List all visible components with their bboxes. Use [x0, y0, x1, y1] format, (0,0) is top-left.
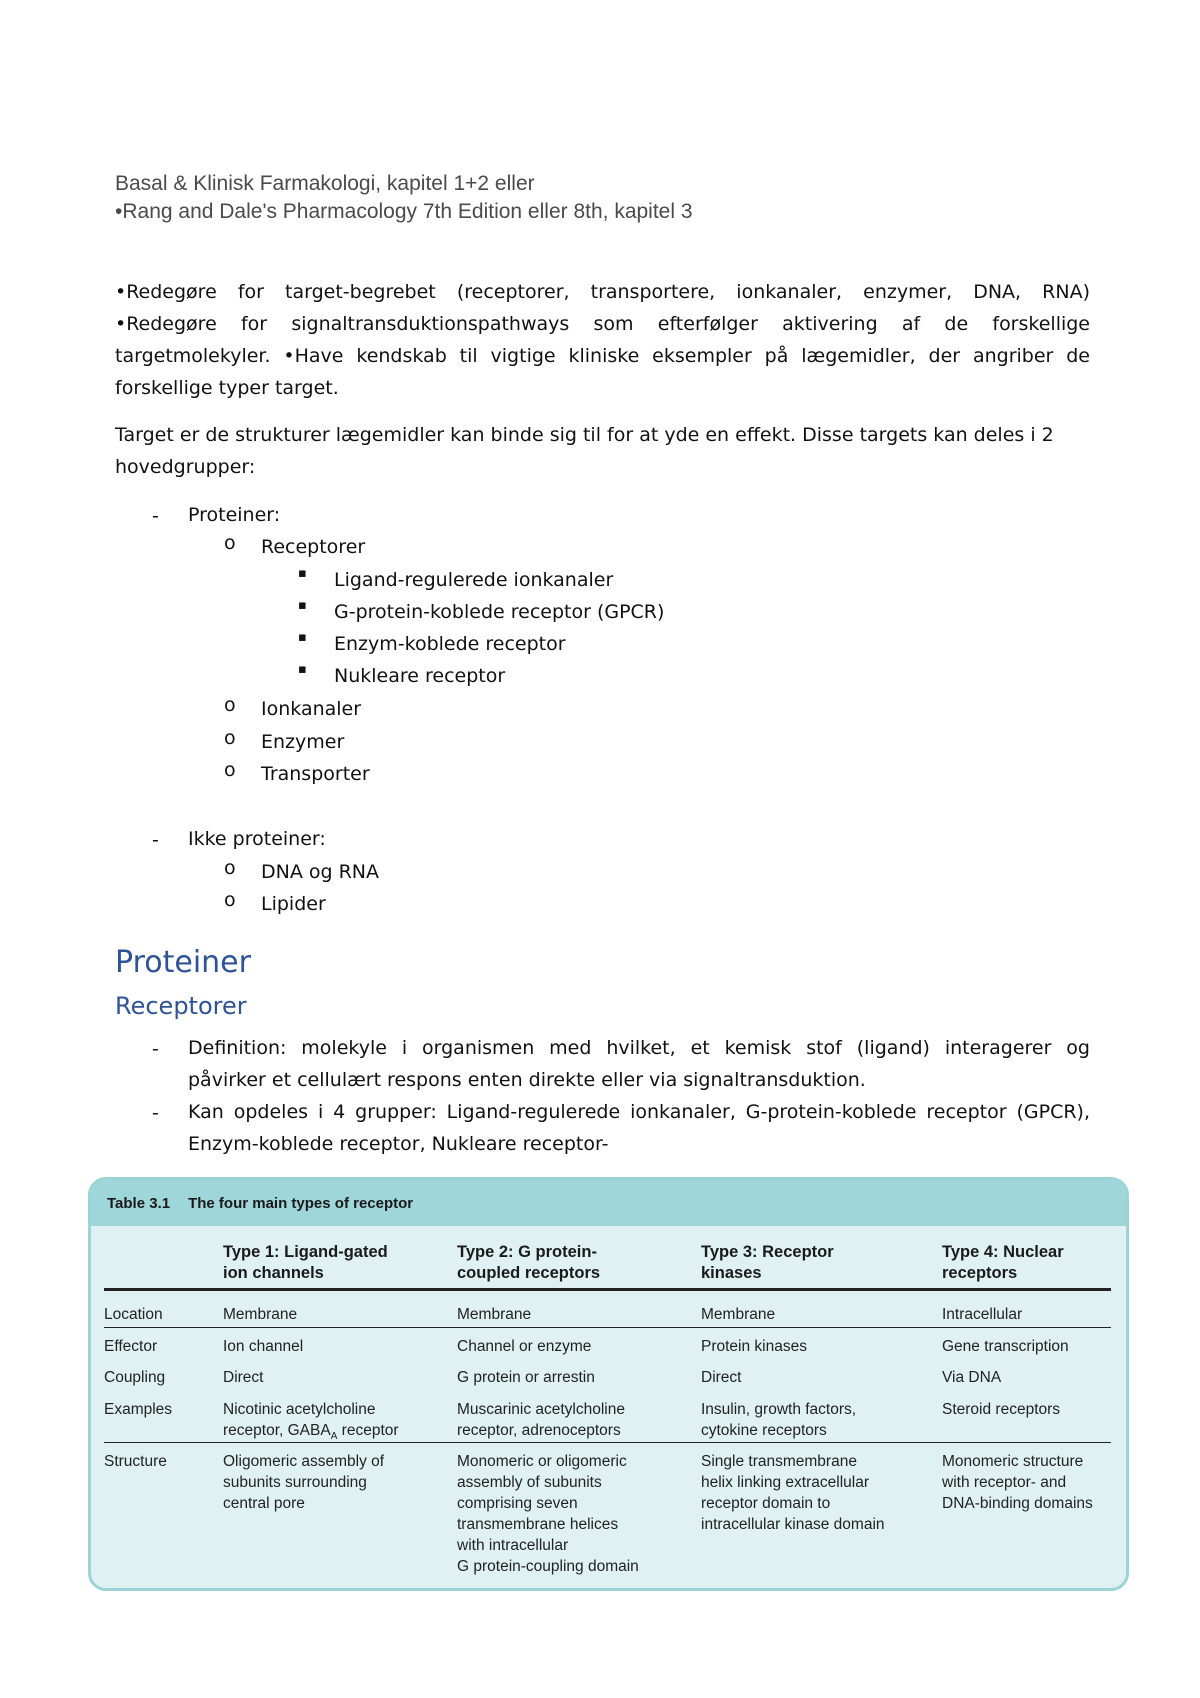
table-rule — [104, 1442, 1111, 1443]
row-label-coupling: Coupling — [104, 1369, 166, 1386]
row-label-effector: Effector — [104, 1338, 158, 1355]
definition-line: Definition: molekyle i organismen med hvilket, et kemisk stof (ligand) interagerer og — [188, 1037, 1090, 1059]
table-cell: Muscarinic acetylcholine receptor, adrenoceptors — [457, 1401, 625, 1439]
list-item-enzyme-receptor: Enzym-koblede receptor — [334, 633, 566, 655]
heading-proteins: Proteiner — [115, 945, 251, 980]
dash-bullet: - — [152, 829, 159, 851]
list-item-ligand-ion: Ligand-regulerede ionkanaler — [334, 569, 614, 591]
square-bullet: ▪ — [298, 598, 307, 613]
circle-bullet: o — [224, 857, 236, 879]
receptor-groups — [188, 1096, 1090, 1160]
intro-paragraph — [115, 419, 1090, 483]
square-bullet: ▪ — [298, 662, 307, 677]
table-cell: Protein kinases — [701, 1338, 807, 1355]
circle-bullet: o — [224, 694, 236, 716]
square-bullet: ▪ — [298, 566, 307, 581]
row-label-location: Location — [104, 1306, 163, 1323]
list-item-receptors: Receptorer — [261, 536, 366, 558]
square-bullet: ▪ — [298, 630, 307, 645]
row-label-structure: Structure — [104, 1453, 167, 1470]
dash-bullet: - — [152, 505, 159, 527]
table-cell: Gene transcription — [942, 1338, 1069, 1355]
column-header-type2: Type 2: G protein- coupled receptors — [457, 1243, 601, 1282]
circle-bullet: o — [224, 889, 236, 911]
row-label-examples: Examples — [104, 1401, 173, 1418]
list-item-enzymes: Enzymer — [261, 731, 345, 753]
table-cell: Via DNA — [942, 1369, 1002, 1386]
definition-line: påvirker et cellulært respons enten direkte eller via signaltransduktion. — [188, 1069, 866, 1091]
table-cell: Insulin, growth factors, cytokine receptors — [701, 1401, 857, 1439]
intro-line: Target er de strukturer lægemidler kan binde sig til for at yde en effekt. Disse targets kan deles i 2 — [115, 424, 1054, 446]
table-cell: Membrane — [457, 1306, 532, 1323]
objective-line: •Redegøre for target-begrebet (receptorer, transportere, ionkanaler, enzymer, DNA, RNA) — [115, 281, 1090, 303]
objective-line: targetmolekyler. •Have kendskab til vigtige kliniske eksempler på lægemidler, der angriber de — [115, 345, 1090, 367]
column-header-type3: Type 3: Receptor kinases — [701, 1243, 834, 1282]
table-rule — [104, 1327, 1111, 1328]
table-cell: Monomeric structure with receptor- and DNA-binding domains — [942, 1453, 1093, 1512]
list-item-non-proteins: Ikke proteiner: — [188, 828, 326, 850]
objective-line: •Redegøre for signaltransduktionspathways som efterfølger aktivering af de forskellige — [115, 313, 1090, 335]
table-cell: Direct — [701, 1369, 742, 1386]
table-cell: Intracellular — [942, 1306, 1023, 1323]
table-cell: Ion channel — [223, 1338, 304, 1355]
column-header-type1: Type 1: Ligand-gated ion channels — [223, 1243, 388, 1282]
table-caption — [107, 1195, 431, 1212]
table-number: Table 3.1 — [107, 1195, 171, 1212]
objectives-paragraph — [115, 276, 1090, 404]
dash-bullet: - — [152, 1102, 159, 1124]
groups-line: Enzym-koblede receptor, Nukleare receptor- — [188, 1133, 609, 1155]
circle-bullet: o — [224, 727, 236, 749]
table-cell: Single transmembrane helix linking extracellular receptor domain to intracellular kinase domain — [701, 1453, 885, 1533]
circle-bullet: o — [224, 759, 236, 781]
receptor-types-table — [88, 1177, 1129, 1591]
groups-line: Kan opdeles i 4 grupper: Ligand-regulerede ionkanaler, G-protein-koblede receptor (GPCR), — [188, 1101, 1090, 1123]
list-item-lipids: Lipider — [261, 893, 326, 915]
reference-line-2: •Rang and Dale's Pharmacology 7th Edition eller 8th, kapitel 3 — [115, 200, 693, 223]
table-cell: Monomeric or oligomeric assembly of subunits comprising seven transmembrane helices with intracellular G protein-coupling domain — [457, 1453, 639, 1575]
heading-receptors: Receptorer — [115, 992, 247, 1020]
objective-line: forskellige typer target. — [115, 377, 339, 399]
table-cell: Membrane — [223, 1306, 298, 1323]
dash-bullet: - — [152, 1038, 159, 1060]
table-rule — [104, 1288, 1111, 1291]
column-header-type4: Type 4: Nuclear receptors — [942, 1243, 1064, 1282]
circle-bullet: o — [224, 532, 236, 554]
list-item-nuclear-receptor: Nukleare receptor — [334, 665, 506, 687]
list-item-dna-rna: DNA og RNA — [261, 861, 380, 883]
table-cell: Direct — [223, 1369, 264, 1386]
table-cell: Channel or enzyme — [457, 1338, 592, 1355]
table-cell: Membrane — [701, 1306, 776, 1323]
intro-line: hovedgrupper: — [115, 456, 256, 478]
table-title: The four main types of receptor — [188, 1195, 414, 1212]
receptor-definition — [188, 1032, 1090, 1096]
list-item-transporter: Transporter — [261, 763, 370, 785]
table-cell: Oligomeric assembly of subunits surrounding central pore — [223, 1453, 385, 1512]
table-cell: G protein or arrestin — [457, 1369, 595, 1386]
list-item-proteins: Proteiner: — [188, 504, 281, 526]
table-cell: Steroid receptors — [942, 1401, 1061, 1418]
table-cell: Nicotinic acetylcholine receptor, $GABA_A$ receptor — [223, 1401, 399, 1443]
list-item-ion-channels: Ionkanaler — [261, 698, 362, 720]
list-item-gpcr: G-protein-koblede receptor (GPCR) — [334, 601, 665, 623]
table-caption-bar — [91, 1180, 1126, 1226]
reference-line-1: Basal & Klinisk Farmakologi, kapitel 1+2 eller — [115, 172, 535, 195]
